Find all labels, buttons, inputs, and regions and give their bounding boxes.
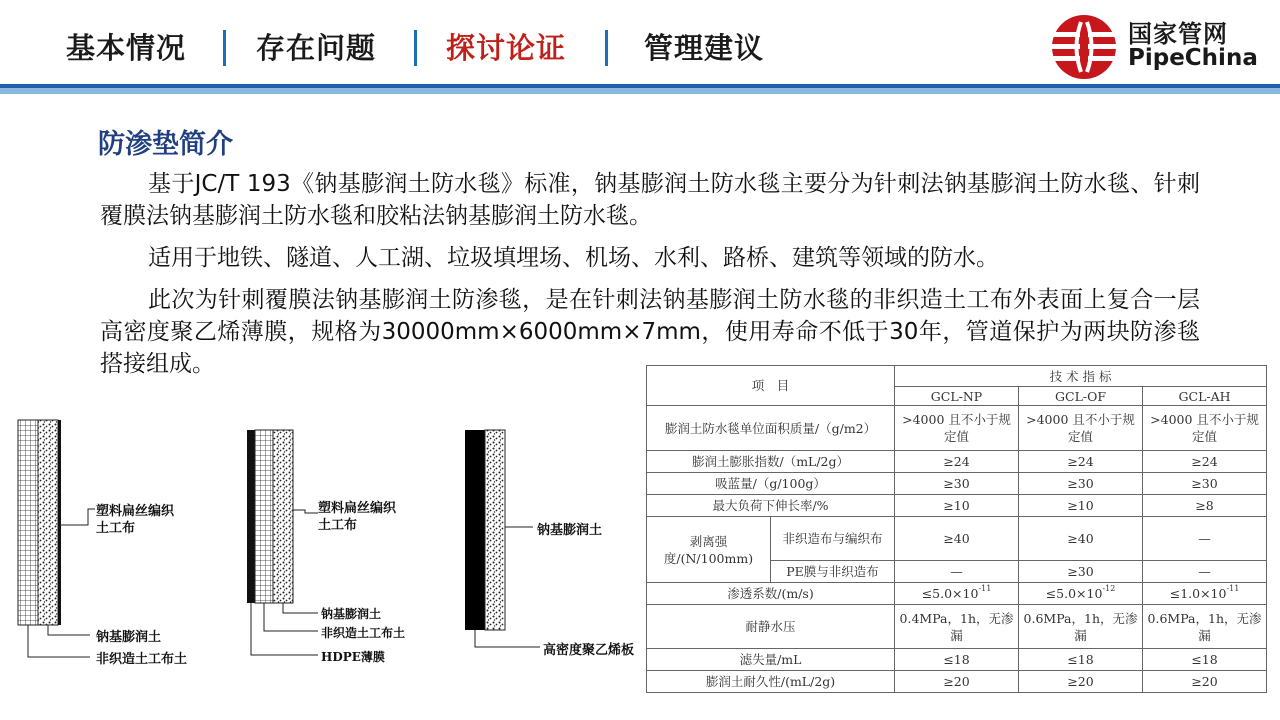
cell: 0.6MPa，1h，无渗漏	[1143, 605, 1267, 649]
row-label: 耐静水压	[647, 605, 895, 649]
cell-exponent: -12	[1102, 584, 1116, 593]
cell: ≥40	[1019, 517, 1143, 561]
row-label: 吸蓝量/（g/100g）	[647, 473, 895, 495]
cell: >4000 且不小于规定值	[1143, 406, 1267, 451]
cell: >4000 且不小于规定值	[895, 406, 1019, 451]
cell: —	[895, 561, 1019, 583]
cell: —	[1143, 561, 1267, 583]
table-col-np: GCL-NP	[895, 387, 1019, 406]
nav-item-discussion[interactable]: 探讨论证	[446, 31, 567, 65]
label-nonwoven-2: 非织造土工布土	[321, 626, 406, 640]
spec-table	[646, 365, 1267, 693]
table-row	[647, 605, 1267, 649]
label-nonwoven-1: 非织造土工布土	[96, 652, 188, 667]
cell: ≤18	[1019, 649, 1143, 671]
table-row	[647, 406, 1267, 451]
cell: ≥24	[895, 451, 1019, 473]
cell-base: ≤5.0×10	[921, 586, 979, 601]
nav-item-basic[interactable]: 基本情况	[66, 31, 187, 65]
top-navigation	[0, 0, 1280, 90]
row-sublabel: PE膜与非织造布	[771, 561, 895, 583]
cell: >4000 且不小于规定值	[1019, 406, 1143, 451]
cell: ≥10	[1019, 495, 1143, 517]
diagram-needle-punched	[18, 420, 95, 657]
cell: ≥24	[1019, 451, 1143, 473]
gcl-structure-diagrams	[0, 405, 650, 720]
row-label: 剥离强度/(N/100mm)	[647, 517, 771, 583]
nav-separator	[414, 30, 417, 66]
table-row	[647, 473, 1267, 495]
cell: ≤18	[1143, 649, 1267, 671]
cell-base: ≤5.0×10	[1045, 586, 1103, 601]
logo-text-en: PipeChina	[1128, 45, 1258, 71]
logo-text-cn: 国家管网	[1128, 20, 1228, 48]
table-row	[647, 517, 1267, 561]
cell: ≥40	[895, 517, 1019, 561]
cell: ≥20	[1019, 671, 1143, 693]
section-title: 防渗垫简介	[98, 129, 233, 160]
row-label: 最大负荷下伸长率/%	[647, 495, 895, 517]
cell: ≥30	[1019, 473, 1143, 495]
diagram-laminated	[247, 430, 318, 655]
nav-item-problems[interactable]: 存在问题	[256, 31, 377, 65]
cell-exponent: -11	[978, 584, 992, 593]
cell: —	[1143, 517, 1267, 561]
cell: ≥30	[895, 473, 1019, 495]
cell: 0.4MPa，1h，无渗漏	[895, 605, 1019, 649]
cell	[895, 583, 1019, 605]
row-label: 滤失量/mL	[647, 649, 895, 671]
table-row	[647, 649, 1267, 671]
table-row	[647, 583, 1267, 605]
cell: ≥30	[1019, 561, 1143, 583]
pipechina-logo-icon	[1048, 14, 1120, 80]
label-bentonite-3: 钠基膨润土	[537, 523, 603, 538]
nav-item-suggestions[interactable]: 管理建议	[644, 31, 765, 65]
table-row	[647, 495, 1267, 517]
cell: ≥30	[1143, 473, 1267, 495]
nav-separator	[605, 30, 608, 66]
intro-paragraph-application: 适用于地铁、隧道、人工湖、垃圾填埋场、机场、水利、路桥、建筑等领域的防水。	[148, 245, 999, 271]
label-bentonite-2: 钠基膨润土	[321, 607, 382, 621]
diagram-adhesive	[465, 430, 540, 647]
cell: ≥10	[895, 495, 1019, 517]
cell: ≤18	[895, 649, 1019, 671]
row-label: 膨润土膨胀指数/（mL/2g）	[647, 451, 895, 473]
layer-diagrams-svg	[0, 405, 650, 720]
intro-paragraph-standard: 基于JC/T 193《钠基膨润土防水毯》标准，钠基膨润土防水毯主要分为针刺法钠基膨润土防水毯、针刺覆膜法钠基膨润土防水毯和胶粘法钠基膨润土防水毯。	[100, 171, 1200, 229]
table-row	[647, 671, 1267, 693]
label-woven-geotextile-1: 塑料扁丝编织土工布	[96, 504, 175, 536]
table-col-ah: GCL-AH	[1143, 387, 1267, 406]
table-row	[647, 451, 1267, 473]
cell-base: ≤1.0×10	[1169, 586, 1227, 601]
row-label: 膨润土防水毯单位面积质量/（g/m2）	[647, 406, 895, 451]
cell: ≥20	[895, 671, 1019, 693]
cell: ≥20	[1143, 671, 1267, 693]
intro-paragraph-product: 此次为针刺覆膜法钠基膨润土防渗毯，是在针刺法钠基膨润土防水毯的非织造土工布外表面上复合一层高密度聚乙烯薄膜，规格为30000mm×6000mm×7mm，使用寿命不低于30年，管道保护为两块防渗毯搭接组成。	[100, 287, 1200, 377]
row-label: 渗透系数/(m/s)	[647, 583, 895, 605]
row-sublabel: 非织造布与编织布	[771, 517, 895, 561]
header-rule-light	[0, 88, 1280, 94]
label-woven-geotextile-2: 塑料扁丝编织土工布	[318, 501, 397, 533]
cell	[1019, 583, 1143, 605]
table-header-spec: 技 术 指 标	[895, 366, 1267, 387]
cell: 0.6MPa，1h，无渗漏	[1019, 605, 1143, 649]
table-col-of: GCL-OF	[1019, 387, 1143, 406]
row-label: 膨润土耐久性/(mL/2g)	[647, 671, 895, 693]
cell: ≥24	[1143, 451, 1267, 473]
cell	[1143, 583, 1267, 605]
label-hdpe-board: 高密度聚乙烯板	[543, 643, 635, 658]
label-hdpe-film: HDPE薄膜	[321, 650, 385, 664]
label-bentonite-1: 钠基膨润土	[96, 630, 162, 645]
cell: ≥8	[1143, 495, 1267, 517]
nav-separator	[223, 30, 226, 66]
table-header-item: 项 目	[647, 366, 895, 406]
cell-exponent: -11	[1226, 584, 1240, 593]
